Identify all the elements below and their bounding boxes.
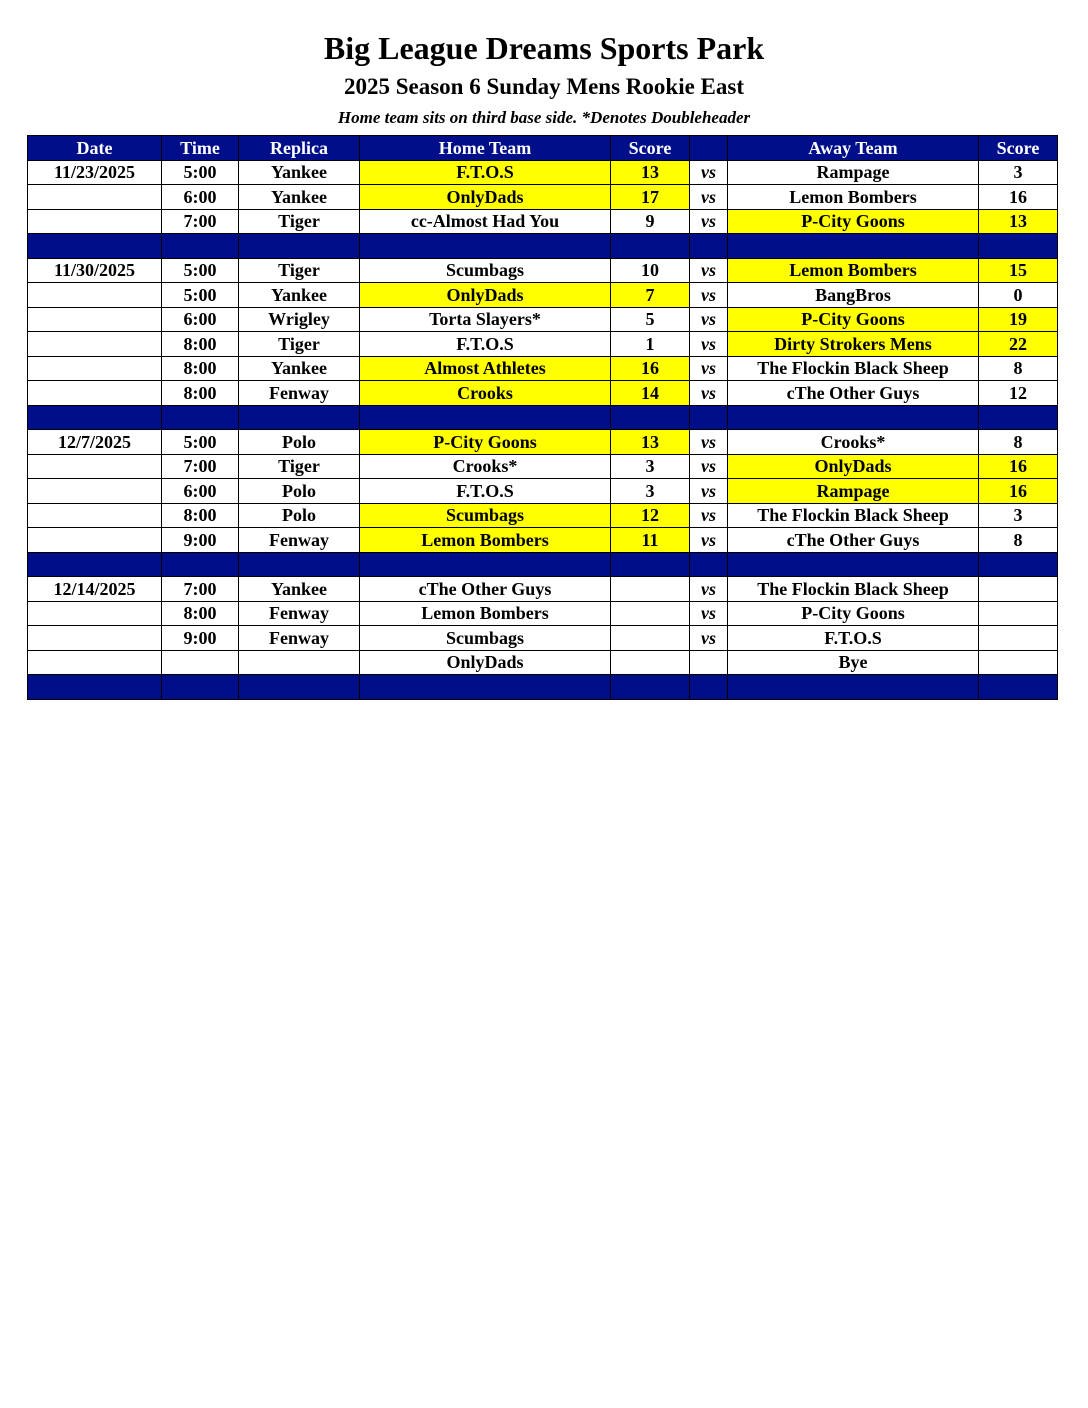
cell-vs: vs (690, 503, 728, 528)
separator-cell (611, 552, 690, 577)
separator-cell (28, 234, 162, 259)
cell-away-team: Lemon Bombers (728, 258, 979, 283)
cell-away-score (979, 601, 1058, 626)
cell-date (28, 479, 162, 504)
cell-home-team: F.T.O.S (360, 160, 611, 185)
cell-home-score: 3 (611, 479, 690, 504)
cell-away-team: Dirty Strokers Mens (728, 332, 979, 357)
column-header-vs (690, 136, 728, 161)
separator-cell (690, 675, 728, 700)
separator-cell (360, 234, 611, 259)
table-row (28, 209, 1058, 234)
separator-cell (979, 552, 1058, 577)
cell-away-team: Rampage (728, 160, 979, 185)
cell-home-score: 17 (611, 185, 690, 210)
cell-home-score: 3 (611, 454, 690, 479)
schedule-body (28, 160, 1058, 699)
cell-date: 11/30/2025 (28, 258, 162, 283)
cell-time: 5:00 (162, 258, 239, 283)
table-row (28, 430, 1058, 455)
cell-date (28, 356, 162, 381)
cell-away-team: P-City Goons (728, 307, 979, 332)
cell-date (28, 626, 162, 651)
separator-cell (728, 675, 979, 700)
cell-home-score: 9 (611, 209, 690, 234)
separator-cell (28, 552, 162, 577)
cell-replica: Tiger (239, 258, 360, 283)
cell-away-team: The Flockin Black Sheep (728, 356, 979, 381)
cell-time: 9:00 (162, 626, 239, 651)
separator-row (28, 675, 1058, 700)
cell-away-score: 8 (979, 528, 1058, 553)
page-subtitle: 2025 Season 6 Sunday Mens Rookie East (343, 74, 745, 99)
table-header-row (28, 136, 1058, 161)
cell-vs: vs (690, 626, 728, 651)
cell-away-score: 19 (979, 307, 1058, 332)
separator-cell (162, 405, 239, 430)
cell-date: 12/14/2025 (28, 577, 162, 602)
cell-home-team: Scumbags (360, 503, 611, 528)
cell-replica: Tiger (239, 454, 360, 479)
cell-replica: Yankee (239, 160, 360, 185)
cell-home-score: 13 (611, 160, 690, 185)
table-row (28, 601, 1058, 626)
cell-away-score: 16 (979, 454, 1058, 479)
cell-vs (690, 650, 728, 675)
cell-replica: Fenway (239, 626, 360, 651)
schedule-note: Home team sits on third base side. *Denotes Doubleheader (337, 108, 751, 127)
separator-cell (728, 552, 979, 577)
cell-date (28, 503, 162, 528)
cell-away-score (979, 650, 1058, 675)
cell-vs: vs (690, 283, 728, 308)
cell-home-score (611, 650, 690, 675)
cell-away-score: 22 (979, 332, 1058, 357)
separator-cell (360, 675, 611, 700)
cell-vs: vs (690, 454, 728, 479)
cell-away-team: The Flockin Black Sheep (728, 503, 979, 528)
cell-date (28, 381, 162, 406)
column-header-date: Date (28, 136, 162, 161)
cell-date: 12/7/2025 (28, 430, 162, 455)
table-row (28, 185, 1058, 210)
cell-replica: Yankee (239, 577, 360, 602)
separator-cell (162, 552, 239, 577)
cell-home-score (611, 626, 690, 651)
separator-cell (28, 675, 162, 700)
cell-home-score (611, 601, 690, 626)
cell-time: 6:00 (162, 307, 239, 332)
cell-time: 9:00 (162, 528, 239, 553)
cell-away-score: 8 (979, 356, 1058, 381)
cell-date (28, 528, 162, 553)
cell-time: 8:00 (162, 356, 239, 381)
table-row (28, 479, 1058, 504)
column-header-home-score: Score (611, 136, 690, 161)
cell-time: 7:00 (162, 454, 239, 479)
separator-cell (979, 675, 1058, 700)
separator-cell (611, 675, 690, 700)
table-row (28, 356, 1058, 381)
cell-away-team: Bye (728, 650, 979, 675)
cell-away-team: Crooks* (728, 430, 979, 455)
cell-time: 6:00 (162, 185, 239, 210)
cell-home-team: P-City Goons (360, 430, 611, 455)
cell-replica: Fenway (239, 601, 360, 626)
cell-away-team: P-City Goons (728, 209, 979, 234)
cell-date: 11/23/2025 (28, 160, 162, 185)
cell-time: 8:00 (162, 381, 239, 406)
cell-away-score: 15 (979, 258, 1058, 283)
cell-away-score: 13 (979, 209, 1058, 234)
column-header-replica: Replica (239, 136, 360, 161)
table-row (28, 577, 1058, 602)
table-row (28, 626, 1058, 651)
separator-cell (162, 234, 239, 259)
cell-replica: Tiger (239, 209, 360, 234)
cell-vs: vs (690, 430, 728, 455)
cell-home-team: Crooks* (360, 454, 611, 479)
separator-cell (239, 675, 360, 700)
cell-home-score: 13 (611, 430, 690, 455)
cell-home-score: 12 (611, 503, 690, 528)
separator-cell (239, 405, 360, 430)
cell-date (28, 185, 162, 210)
column-header-home-team: Home Team (360, 136, 611, 161)
cell-date (28, 283, 162, 308)
cell-home-team: Torta Slayers* (360, 307, 611, 332)
cell-replica: Fenway (239, 381, 360, 406)
cell-home-team: F.T.O.S (360, 332, 611, 357)
cell-vs: vs (690, 479, 728, 504)
cell-vs: vs (690, 601, 728, 626)
cell-vs: vs (690, 356, 728, 381)
cell-date (28, 209, 162, 234)
cell-home-team: Almost Athletes (360, 356, 611, 381)
cell-away-score: 16 (979, 185, 1058, 210)
cell-home-score: 11 (611, 528, 690, 553)
cell-replica: Polo (239, 503, 360, 528)
table-row (28, 283, 1058, 308)
separator-cell (360, 552, 611, 577)
cell-away-score: 8 (979, 430, 1058, 455)
cell-time: 7:00 (162, 577, 239, 602)
cell-vs: vs (690, 209, 728, 234)
cell-time: 5:00 (162, 283, 239, 308)
cell-home-score (611, 577, 690, 602)
cell-home-team: cThe Other Guys (360, 577, 611, 602)
table-row (28, 332, 1058, 357)
column-header-away-score: Score (979, 136, 1058, 161)
cell-vs: vs (690, 185, 728, 210)
separator-row (28, 552, 1058, 577)
column-header-away-team: Away Team (728, 136, 979, 161)
cell-vs: vs (690, 258, 728, 283)
table-row (28, 307, 1058, 332)
cell-time: 5:00 (162, 160, 239, 185)
cell-replica: Yankee (239, 356, 360, 381)
cell-away-score: 3 (979, 160, 1058, 185)
page-title: Big League Dreams Sports Park (323, 30, 765, 66)
cell-replica: Polo (239, 430, 360, 455)
separator-row (28, 234, 1058, 259)
cell-home-score: 14 (611, 381, 690, 406)
cell-time (162, 650, 239, 675)
cell-away-team: OnlyDads (728, 454, 979, 479)
cell-time: 8:00 (162, 332, 239, 357)
cell-time: 6:00 (162, 479, 239, 504)
cell-home-team: cc-Almost Had You (360, 209, 611, 234)
cell-home-score: 16 (611, 356, 690, 381)
cell-replica: Wrigley (239, 307, 360, 332)
cell-home-team: Crooks (360, 381, 611, 406)
cell-away-score: 16 (979, 479, 1058, 504)
separator-cell (728, 405, 979, 430)
table-row (28, 503, 1058, 528)
cell-away-score: 12 (979, 381, 1058, 406)
cell-vs: vs (690, 528, 728, 553)
cell-away-team: The Flockin Black Sheep (728, 577, 979, 602)
cell-home-team: OnlyDads (360, 650, 611, 675)
cell-home-team: Scumbags (360, 626, 611, 651)
cell-home-team: OnlyDads (360, 185, 611, 210)
cell-time: 8:00 (162, 503, 239, 528)
table-row (28, 528, 1058, 553)
cell-vs: vs (690, 160, 728, 185)
separator-cell (690, 405, 728, 430)
cell-time: 7:00 (162, 209, 239, 234)
cell-home-score: 7 (611, 283, 690, 308)
cell-time: 8:00 (162, 601, 239, 626)
cell-home-score: 5 (611, 307, 690, 332)
cell-away-team: Rampage (728, 479, 979, 504)
cell-replica: Fenway (239, 528, 360, 553)
cell-away-score (979, 626, 1058, 651)
separator-cell (690, 552, 728, 577)
column-header-time: Time (162, 136, 239, 161)
cell-replica: Polo (239, 479, 360, 504)
table-row (28, 381, 1058, 406)
cell-away-team: cThe Other Guys (728, 528, 979, 553)
separator-cell (162, 675, 239, 700)
cell-home-score: 10 (611, 258, 690, 283)
cell-date (28, 454, 162, 479)
cell-home-team: Lemon Bombers (360, 601, 611, 626)
cell-date (28, 601, 162, 626)
table-row (28, 258, 1058, 283)
cell-away-team: Lemon Bombers (728, 185, 979, 210)
cell-home-team: OnlyDads (360, 283, 611, 308)
table-row (28, 454, 1058, 479)
cell-time: 5:00 (162, 430, 239, 455)
cell-home-team: F.T.O.S (360, 479, 611, 504)
cell-away-score (979, 577, 1058, 602)
cell-replica: Tiger (239, 332, 360, 357)
cell-away-team: P-City Goons (728, 601, 979, 626)
cell-date (28, 332, 162, 357)
separator-cell (728, 234, 979, 259)
separator-cell (28, 405, 162, 430)
cell-away-team: F.T.O.S (728, 626, 979, 651)
cell-away-team: BangBros (728, 283, 979, 308)
separator-cell (611, 234, 690, 259)
separator-cell (360, 405, 611, 430)
cell-vs: vs (690, 381, 728, 406)
separator-row (28, 405, 1058, 430)
cell-vs: vs (690, 332, 728, 357)
cell-home-score: 1 (611, 332, 690, 357)
cell-date (28, 650, 162, 675)
separator-cell (239, 234, 360, 259)
cell-home-team: Lemon Bombers (360, 528, 611, 553)
table-row (28, 160, 1058, 185)
cell-replica: Yankee (239, 283, 360, 308)
separator-cell (690, 234, 728, 259)
cell-vs: vs (690, 577, 728, 602)
separator-cell (611, 405, 690, 430)
separator-cell (979, 405, 1058, 430)
separator-cell (979, 234, 1058, 259)
separator-cell (239, 552, 360, 577)
cell-away-team: cThe Other Guys (728, 381, 979, 406)
cell-date (28, 307, 162, 332)
cell-replica: Yankee (239, 185, 360, 210)
cell-vs: vs (690, 307, 728, 332)
table-row (28, 650, 1058, 675)
schedule-table (27, 135, 1058, 700)
cell-home-team: Scumbags (360, 258, 611, 283)
cell-away-score: 0 (979, 283, 1058, 308)
cell-replica (239, 650, 360, 675)
cell-away-score: 3 (979, 503, 1058, 528)
